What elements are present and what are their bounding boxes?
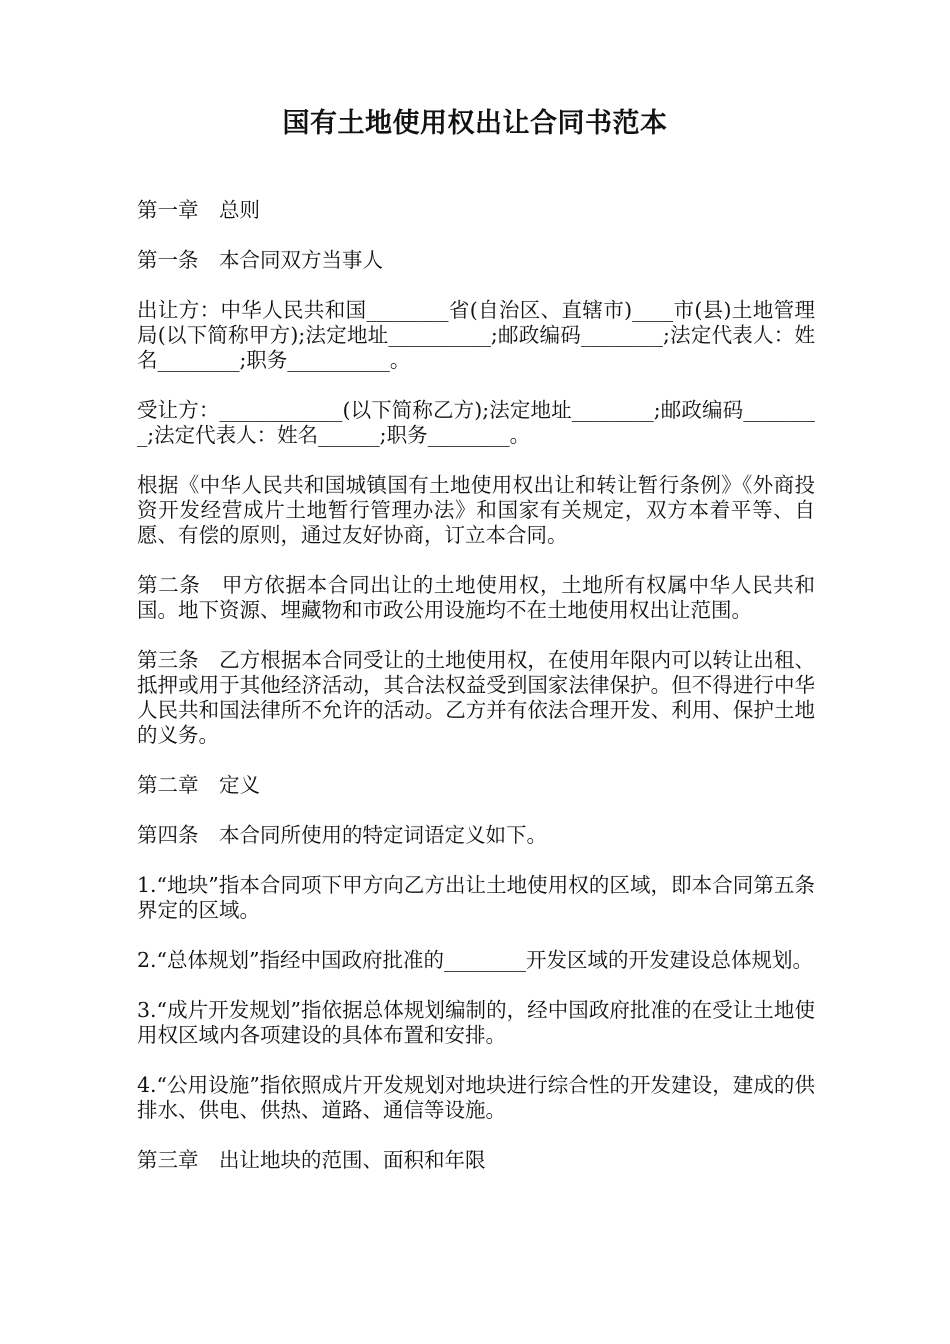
- chapter-heading-1: 第一章 总则: [137, 198, 260, 222]
- document-title: 国有土地使用权出让合同书范本: [282, 108, 668, 139]
- definition-item-1: 1.“地块”指本合同项下甲方向乙方出让土地使用权的区域，即本合同第五条界定的区域。: [137, 873, 815, 922]
- definition-item-4: 4.“公用设施”指依照成片开发规划对地块进行综合性的开发建设，建成的供排水、供电、供热、道路、通信等设施。: [137, 1073, 815, 1122]
- article-1: 第一条 本合同双方当事人: [137, 248, 383, 272]
- party-transferee: 受让方：____________(以下简称乙方);法定地址________;邮政编码________;法定代表人：姓名______;职务________。: [137, 398, 815, 447]
- party-transferor: 出让方：中华人民共和国________省(自治区、直辖市)____市(县)土地管理局(以下简称甲方);法定地址__________;邮政编码________;法定代表人：姓名________;职务__________。: [137, 298, 815, 372]
- legal-basis-paragraph: 根据《中华人民共和国城镇国有土地使用权出让和转让暂行条例》《外商投资开发经营成片土地暂行管理办法》和国家有关规定，双方本着平等、自愿、有偿的原则，通过友好协商，订立本合同。: [137, 473, 815, 547]
- article-3: 第三条 乙方根据本合同受让的土地使用权，在使用年限内可以转让出租、抵押或用于其他经济活动，其合法权益受到国家法律保护。但不得进行中华人民共和国法律所不允许的活动。乙方并有依法合理开发、利用、保护土地的义务。: [137, 648, 815, 747]
- definition-item-3: 3.“成片开发规划”指依据总体规划编制的，经中国政府批准的在受让土地使用权区域内各项建设的具体布置和安排。: [137, 998, 815, 1047]
- article-2: 第二条 甲方依据本合同出让的土地使用权，土地所有权属中华人民共和国。地下资源、埋藏物和市政公用设施均不在土地使用权出让范围。: [137, 573, 815, 622]
- article-4: 第四条 本合同所使用的特定词语定义如下。: [137, 823, 547, 847]
- chapter-heading-2: 第二章 定义: [137, 773, 260, 797]
- definition-item-2: 2.“总体规划”指经中国政府批准的________开发区域的开发建设总体规划。: [137, 948, 814, 972]
- chapter-heading-3: 第三章 出让地块的范围、面积和年限: [137, 1148, 486, 1172]
- document-body: [137, 198, 815, 1198]
